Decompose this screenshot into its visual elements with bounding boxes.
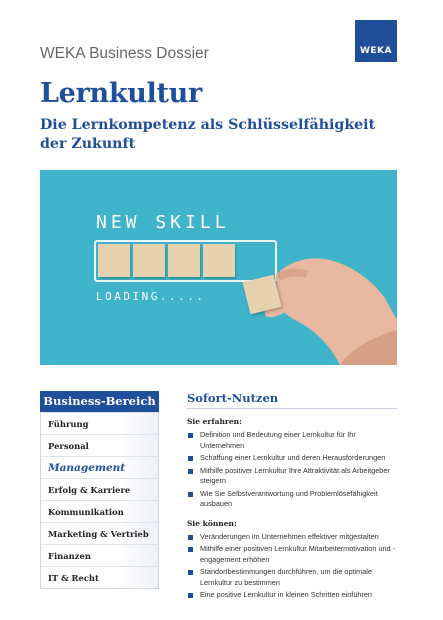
sidebar-item[interactable]: Erfolg & Karriere: [41, 478, 158, 500]
page-subtitle: Die Lernkompetenz als Schlüsselfähigkeit der Zukunft: [40, 117, 376, 152]
benefits-panel: [187, 391, 397, 610]
bullet-item: [187, 590, 397, 601]
hero-loading-text: LOADING.....: [96, 290, 206, 303]
hero-image: [40, 170, 397, 365]
bullet-square-icon: [188, 570, 193, 575]
bullet-item: [187, 489, 397, 510]
bullet-item: [187, 544, 397, 565]
can-list: [187, 532, 397, 601]
bullet-square-icon: [188, 469, 193, 474]
bullet-square-icon: [188, 456, 193, 461]
sidebar-title: Business-Bereich: [40, 391, 159, 412]
sidebar-item[interactable]: IT & Recht: [41, 566, 158, 588]
bullet-item: [187, 567, 397, 588]
sidebar-item[interactable]: Marketing & Vertrieb: [41, 522, 158, 544]
benefits-title: Sofort-Nutzen: [187, 391, 397, 409]
sidebar-item[interactable]: Management: [41, 456, 158, 478]
bullet-item: [187, 430, 397, 451]
bullet-text: Wie Sie Selbstverantwortung und Problemlösefähigkeit ausbauen: [200, 488, 378, 508]
bullet-text: Schaffung einer Lernkultur und deren Herausforderungen: [200, 453, 386, 462]
sidebar-list: [40, 412, 159, 589]
can-label: Sie können:: [187, 518, 237, 528]
hero-headline: NEW SKILL: [96, 212, 230, 233]
bullet-text: Mithilfe positiver Lernkultur Ihre Attraktivität als Arbeitgeber steigern: [200, 465, 390, 485]
series-label: WEKA Business Dossier: [40, 45, 209, 62]
sidebar-item[interactable]: Personal: [41, 434, 158, 456]
bullet-text: Definition und Bedeutung einer Lernkultur für Ihr Unternehmen: [200, 430, 356, 450]
bullet-text: Standortbestimmungen durchführen, um die optimale Lernkultur zu bestimmen: [200, 567, 372, 587]
bullet-square-icon: [188, 535, 193, 540]
bullet-item: [187, 453, 397, 464]
bullet-square-icon: [188, 492, 193, 497]
bullet-text: Mithilfe einer positiven Lernkultur Mitarbeitermotivation und -engagement erhöhen: [200, 544, 396, 564]
weka-logo: [355, 20, 397, 62]
sidebar-item[interactable]: Führung: [41, 412, 158, 434]
page-title: Lernkultur: [40, 78, 202, 109]
bullet-square-icon: [188, 433, 193, 438]
bullet-item: [187, 466, 397, 487]
bullet-text: Veränderungen im Unternehmen effektiver mitgestalten: [200, 531, 379, 541]
bullet-square-icon: [188, 593, 193, 598]
business-area-panel: [40, 391, 159, 589]
bullet-text: Eine positive Lernkultur in kleinen Schritten einführen: [200, 590, 372, 599]
hand-illustration: [40, 170, 397, 365]
learn-list: [187, 430, 397, 510]
logo-text: WEKA: [359, 46, 392, 56]
bullet-item: [187, 532, 397, 543]
sidebar-item[interactable]: Finanzen: [41, 544, 158, 566]
sidebar-item[interactable]: Kommunikation: [41, 500, 158, 522]
bullet-square-icon: [188, 547, 193, 552]
learn-label: Sie erfahren:: [187, 417, 242, 426]
